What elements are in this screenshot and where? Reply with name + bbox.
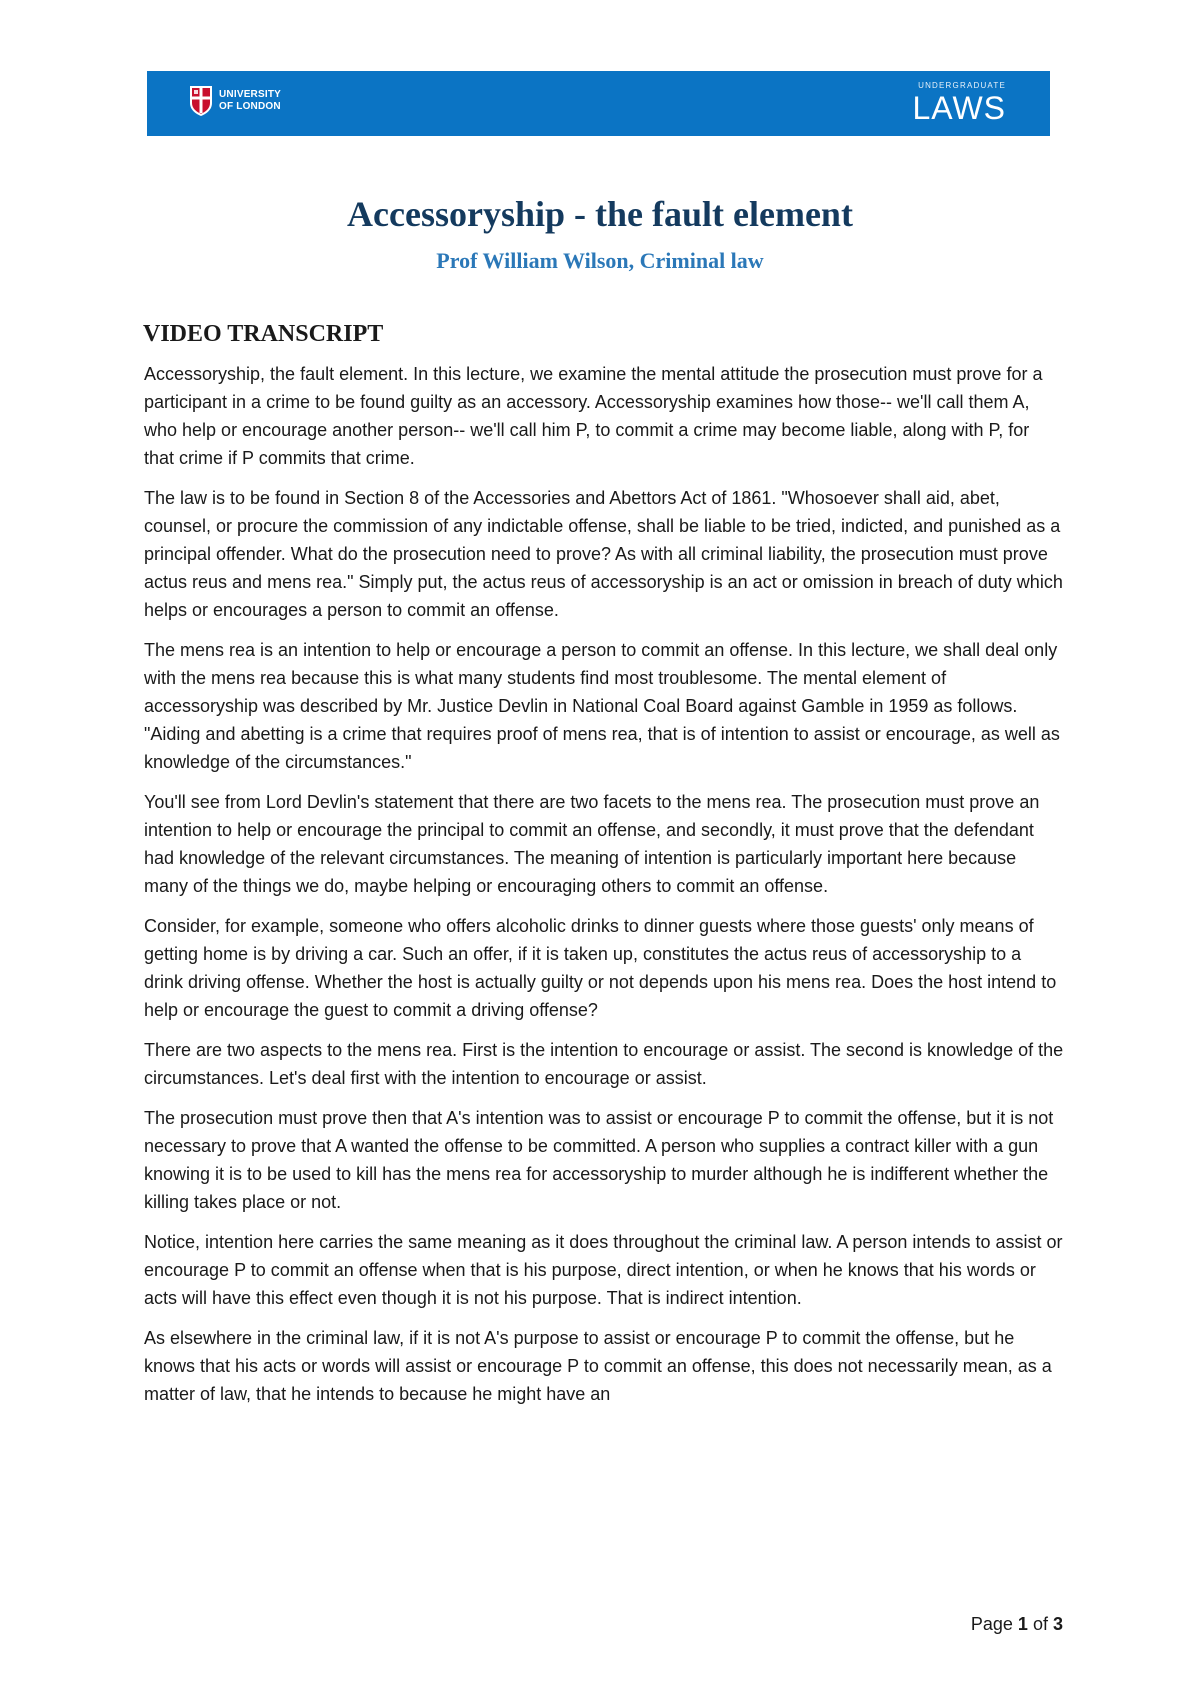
page-current: 1 xyxy=(1017,1614,1028,1634)
section-heading: VIDEO TRANSCRIPT xyxy=(143,321,384,347)
transcript-paragraph: You'll see from Lord Devlin's statement that there are two facets to the mens rea. The prosecution must prove an intention to help or encourage the principal to commit an offense, and secondly, it must prove that the defendant had knowledge of the relevant circumstances. The meaning of intention is particularly important here because many of the things we do, maybe helping or encouraging others to commit an offense. xyxy=(144,792,1040,896)
page-of: of xyxy=(1032,1614,1048,1634)
transcript-paragraph: Accessoryship, the fault element. In this lecture, we examine the mental attitude the prosecution must prove for a participant in a crime to be found guilty as an accessory. Accessoryship examines how those-- we'll call them A, who help or encourage another person-- we'll call him P, to commit a crime may become liable, along with P, for that crime if P commits that crime. xyxy=(144,364,1043,468)
university-line-1: UNIVERSITY xyxy=(219,89,282,100)
programme-subtitle: UNDERGRADUATE xyxy=(918,81,1006,90)
transcript-paragraph: Notice, intention here carries the same meaning as it does throughout the criminal law. A person intends to assist or encourage P to commit an offense when that is his purpose, direct intention, or when he knows that his words or acts will have this effect even though it is not his purpose. That is indirect intention. xyxy=(144,1232,1063,1308)
university-line-2: OF LONDON xyxy=(219,101,281,112)
crest-icon xyxy=(189,85,213,117)
page-number xyxy=(971,1612,1063,1636)
document-subtitle: Prof William Wilson, Criminal law xyxy=(436,248,764,273)
document-title: Accessoryship - the fault element xyxy=(347,194,853,234)
header-banner xyxy=(147,71,1050,136)
university-of-london-logo xyxy=(189,85,281,117)
transcript-body xyxy=(144,360,1064,1420)
page-total: 3 xyxy=(1052,1614,1063,1634)
transcript-paragraph: Consider, for example, someone who offers alcoholic drinks to dinner guests where those guests' only means of getting home is by driving a car. Such an offer, if it is taken up, constitutes the actus reus of accessoryship to a drink driving offense. Whether the host is actually guilty or not depends upon his mens rea. Does the host intend to help or encourage the guest to commit a driving offense? xyxy=(144,916,1057,1020)
programme-title: LAWS xyxy=(912,90,1006,126)
transcript-paragraph: The prosecution must prove then that A's intention was to assist or encourage P to commit the offense, but it is not necessary to prove that A wanted the offense to be committed. A person who supplies a contract killer with a gun knowing it is to be used to kill has the mens rea for accessoryship to murder although he is indifferent whether the killing takes place or not. xyxy=(144,1108,1054,1212)
undergraduate-laws-logo xyxy=(913,81,1007,125)
transcript-paragraph: As elsewhere in the criminal law, if it is not A's purpose to assist or encourage P to commit the offense, but he knows that his acts or words will assist or encourage P to commit an offense, this does not necessarily mean, as a matter of law, that he intends to because he might have an xyxy=(144,1328,1052,1404)
university-name xyxy=(219,89,281,113)
transcript-paragraph: The mens rea is an intention to help or encourage a person to commit an offense. In this lecture, we shall deal only with the mens rea because this is what many students find most troublesome. The mental element of accessoryship was described by Mr. Justice Devlin in National Coal Board against Gamble in 1959 as follows. "Aiding and abetting is a crime that requires proof of mens rea, that is of intention to assist or encourage, as well as knowledge of the circumstances." xyxy=(144,640,1060,772)
transcript-paragraph: There are two aspects to the mens rea. First is the intention to encourage or assist. The second is knowledge of the circumstances. Let's deal first with the intention to encourage or assist. xyxy=(144,1040,1064,1088)
transcript-paragraph: The law is to be found in Section 8 of the Accessories and Abettors Act of 1861. "Whosoever shall aid, abet, counsel, or procure the commission of any indictable offense, shall be liable to be tried, indicted, and punished as a principal offender. What do the prosecution need to prove? As with all criminal liability, the prosecution must prove actus reus and mens rea." Simply put, the actus reus of accessoryship is an act or omission in breach of duty which helps or encourages a person to commit an offense. xyxy=(144,488,1063,620)
page-prefix: Page xyxy=(970,1614,1013,1634)
